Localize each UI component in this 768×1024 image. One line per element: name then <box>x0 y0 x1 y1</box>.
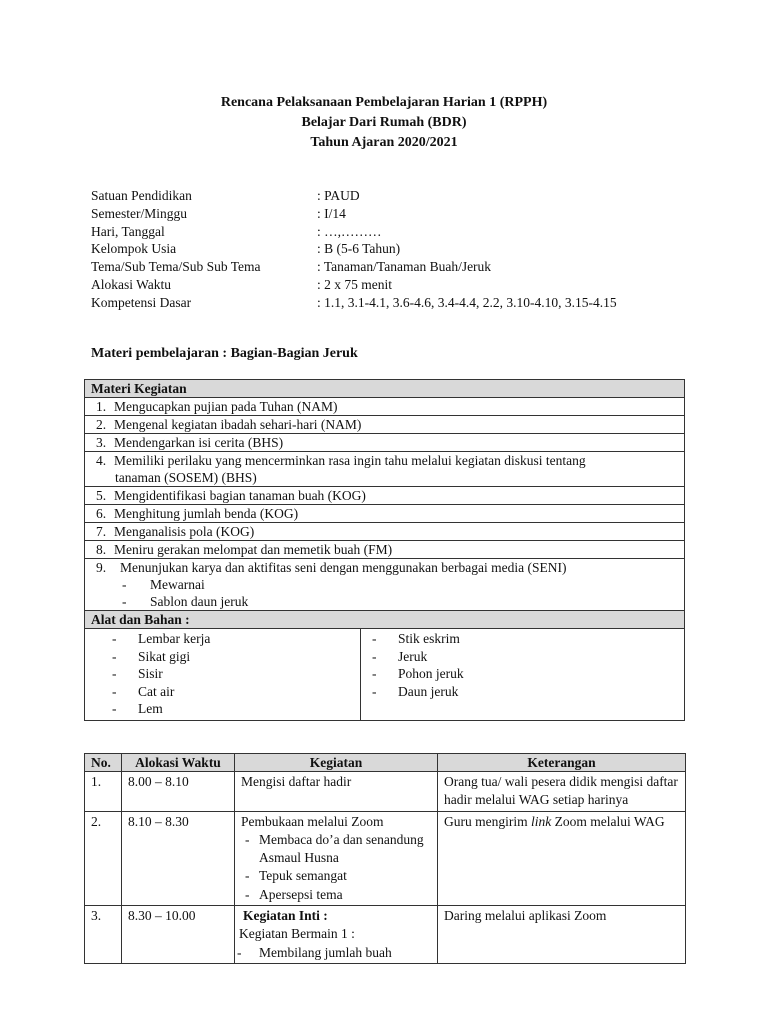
info-label: Hari, Tanggal <box>91 223 165 239</box>
alat-item <box>372 665 684 683</box>
alat-item <box>112 665 360 683</box>
table-row <box>85 772 686 812</box>
alat-item <box>112 683 360 701</box>
alat-item <box>112 700 360 718</box>
note-link-word: link <box>531 813 552 829</box>
item-number: 6. <box>96 506 107 521</box>
alat-text: Jeruk <box>398 648 428 664</box>
row-number: 3. <box>85 906 122 964</box>
info-label: Alokasi Waktu <box>91 276 172 292</box>
info-label: Kelompok Usia <box>91 241 177 257</box>
alat-text: Pohon jeruk <box>398 666 464 682</box>
alat-text: Stik eskrim <box>398 631 460 646</box>
alat-item <box>372 683 684 701</box>
alat-item <box>112 648 360 666</box>
dash: - <box>112 701 117 717</box>
dash: - <box>112 648 117 664</box>
dash: - <box>372 648 377 664</box>
item-number: 8. <box>96 542 107 557</box>
item-text: Menganalisis pola (KOG) <box>114 524 255 539</box>
materi-table <box>84 379 685 721</box>
row-number: 2. <box>85 811 122 905</box>
header-activity: Kegiatan <box>235 754 438 772</box>
materi-item <box>85 487 685 505</box>
info-value: : 1.1, 3.1-4.1, 3.6-4.6, 3.4-4.4, 2.2, 3.10-4.10, 3.15-4.15 <box>317 294 617 310</box>
row-activity <box>235 811 438 905</box>
materi-item <box>85 523 685 541</box>
item-number: 3. <box>96 435 107 450</box>
dash: - <box>122 594 127 609</box>
item-text: Meniru gerakan melompat dan memetik buah (FM) <box>114 542 393 557</box>
alat-item <box>372 630 684 648</box>
doc-title: Rencana Pelaksanaan Pembelajaran Harian 1 (RPPH) <box>220 95 548 110</box>
materi-item <box>85 559 685 611</box>
alat-text: Sikat gigi <box>138 648 191 664</box>
alat-item <box>112 630 360 648</box>
item-text: Mengucapkan pujian pada Tuhan (NAM) <box>114 399 338 414</box>
info-row <box>91 223 617 241</box>
item-number: 7. <box>96 524 107 539</box>
info-value: : PAUD <box>317 188 360 203</box>
row-activity: Mengisi daftar hadir <box>235 772 438 812</box>
activity-item-text: Tepuk semangat <box>259 868 347 884</box>
info-label: Kompetensi Dasar <box>91 294 192 310</box>
info-value: : 2 x 75 menit <box>317 276 392 292</box>
info-row <box>91 187 617 205</box>
note-text: Zoom melalui WAG <box>551 813 665 829</box>
info-value: : Tanaman/Tanaman Buah/Jeruk <box>317 259 492 275</box>
alat-right-list <box>361 629 685 721</box>
dash: - <box>245 831 250 847</box>
alat-item <box>372 648 684 666</box>
dash: - <box>112 683 117 699</box>
activity-item-text: Membilang jumlah buah <box>259 944 392 960</box>
dash: - <box>372 683 377 699</box>
table-row <box>85 811 686 905</box>
header-time: Alokasi Waktu <box>122 754 235 772</box>
item-text: Menunjukan karya dan aktifitas seni dengan menggunakan berbagai media (SENI) <box>120 560 567 575</box>
info-label: Satuan Pendidikan <box>91 188 192 203</box>
info-row <box>91 294 617 312</box>
materi-item <box>85 434 685 452</box>
doc-subtitle: Belajar Dari Rumah (BDR) <box>301 115 467 130</box>
dash: - <box>237 944 242 960</box>
materi-heading: Materi pembelajaran : Bagian-Bagian Jeruk <box>91 346 358 361</box>
row-time: 8.00 – 8.10 <box>122 772 235 812</box>
note-text: Guru mengirim <box>444 813 531 829</box>
activity-item-text: Apersepsi tema <box>259 886 343 902</box>
info-label: Semester/Minggu <box>91 205 187 221</box>
alat-left-list <box>85 629 361 721</box>
info-block <box>91 187 617 312</box>
row-number: 1. <box>85 772 122 812</box>
header-note: Keterangan <box>438 754 686 772</box>
item-number: 1. <box>96 399 107 414</box>
header-no: No. <box>85 754 122 772</box>
item-text: Mendengarkan isi cerita (BHS) <box>114 435 284 450</box>
activity-item <box>241 867 437 885</box>
sub-item-text: Sablon daun jeruk <box>150 594 249 609</box>
row-note: Daring melalui aplikasi Zoom <box>438 906 686 964</box>
alat-text: Sisir <box>138 666 163 682</box>
alat-text: Lembar kerja <box>138 631 211 646</box>
row-time: 8.30 – 10.00 <box>122 906 235 964</box>
row-note: Orang tua/ wali pesera didik mengisi daftar hadir melalui WAG setiap harinya <box>438 772 686 812</box>
alat-text: Daun jeruk <box>398 683 459 699</box>
alat-text: Lem <box>138 701 163 717</box>
dash: - <box>245 868 250 884</box>
materi-item <box>85 541 685 559</box>
activity-title: Pembukaan melalui Zoom <box>241 813 384 829</box>
dash: - <box>122 577 127 592</box>
table-row <box>85 906 686 964</box>
item-text: Menghitung jumlah benda (KOG) <box>114 506 299 521</box>
dash: - <box>112 631 117 646</box>
info-value: : I/14 <box>317 205 346 221</box>
schedule-table <box>84 753 686 964</box>
activity-item-text: Membaca do’a dan senandung Asmaul Husna <box>259 831 424 866</box>
activity-subtitle: Kegiatan Bermain 1 : <box>239 926 355 942</box>
alat-header: Alat dan Bahan : <box>85 611 685 629</box>
info-row <box>91 240 617 258</box>
item-text: Memiliki perilaku yang mencerminkan rasa ingin tahu melalui kegiatan diskusi tentang <box>114 453 586 468</box>
materi-item <box>85 398 685 416</box>
item-text-continued: tanaman (SOSEM) (BHS) <box>115 470 257 485</box>
activity-title: Kegiatan Inti : <box>243 908 328 924</box>
materi-table-header: Materi Kegiatan <box>85 380 685 398</box>
activity-item <box>241 831 437 868</box>
info-value: : …,……… <box>317 223 382 239</box>
sub-item-text: Mewarnai <box>150 577 205 592</box>
dash: - <box>372 666 377 682</box>
item-text: Mengidentifikasi bagian tanaman buah (KOG) <box>114 488 366 503</box>
materi-item <box>85 452 685 487</box>
info-value: : B (5-6 Tahun) <box>317 241 401 257</box>
item-number: 4. <box>96 453 107 468</box>
materi-item <box>85 416 685 434</box>
item-number: 9. <box>96 560 107 575</box>
dash: - <box>372 631 377 646</box>
alat-text: Cat air <box>138 683 175 699</box>
item-number: 5. <box>96 488 107 503</box>
info-row <box>91 276 617 294</box>
activity-item <box>235 944 437 962</box>
info-label: Tema/Sub Tema/Sub Sub Tema <box>91 259 261 275</box>
dash: - <box>112 666 117 682</box>
info-row <box>91 258 617 276</box>
item-number: 2. <box>96 417 107 432</box>
row-activity <box>235 906 438 964</box>
dash: - <box>245 886 250 902</box>
row-time: 8.10 – 8.30 <box>122 811 235 905</box>
sub-item <box>96 576 684 593</box>
materi-item <box>85 505 685 523</box>
row-note <box>438 811 686 905</box>
item-text: Mengenal kegiatan ibadah sehari-hari (NAM) <box>114 417 362 432</box>
sub-item <box>96 593 684 610</box>
activity-item <box>241 886 437 904</box>
doc-year: Tahun Ajaran 2020/2021 <box>310 135 458 150</box>
info-row <box>91 205 617 223</box>
